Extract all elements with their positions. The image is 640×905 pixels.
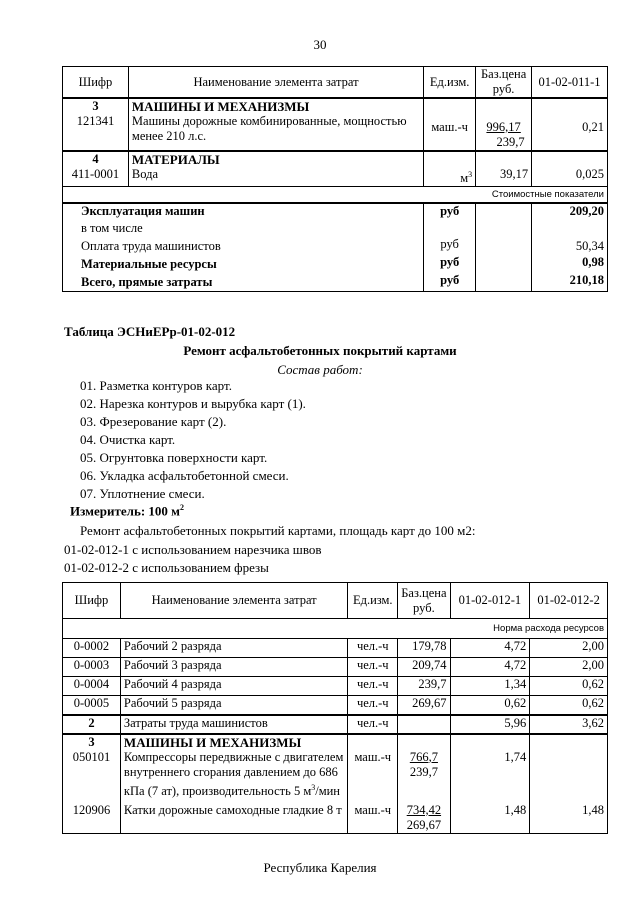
machine-norm-2: 1,48 xyxy=(530,803,608,834)
table-title: Таблица ЭСНиЕРр-01-02-012 xyxy=(64,324,236,339)
machine-norm-1: 1,74 xyxy=(450,750,530,803)
measure-unit xyxy=(70,503,184,519)
resource-value: 0,025 xyxy=(532,167,608,187)
resource-code: 121341 xyxy=(63,114,129,151)
worker-norm-1: 1,34 xyxy=(450,677,530,696)
section-unit: чел.-ч xyxy=(348,715,398,734)
table-row xyxy=(63,696,608,715)
machine-name-main: Компрессоры передвижные с двигателем внутреннего сгорания давлением до 686 кПа (7 ат), производительность 5 м xyxy=(123,749,344,798)
cost-indicators-label: Стоимостные показатели xyxy=(63,187,608,204)
machine-code: 050101 xyxy=(63,750,121,803)
worker-price: 269,67 xyxy=(398,696,450,715)
resource-table-011 xyxy=(62,66,608,292)
header-code: Шифр xyxy=(63,583,121,619)
price-primary: 766,7 xyxy=(409,749,438,764)
resource-price: 39,17 xyxy=(476,167,532,187)
worker-price: 239,7 xyxy=(398,677,450,696)
header-name: Наименование элемента затрат xyxy=(120,583,347,619)
machine-unit: маш.-ч xyxy=(348,750,398,803)
worker-unit: чел.-ч xyxy=(348,677,398,696)
work-step: 02. Нарезка контуров и вырубка карт (1). xyxy=(80,396,306,411)
worker-norm-2: 0,62 xyxy=(530,677,608,696)
work-step: 06. Укладка асфальтобетонной смеси. xyxy=(80,468,289,483)
unit-sup: 3 xyxy=(468,170,473,179)
measure-label: Измеритель: 100 м xyxy=(70,503,181,519)
header-price: Баз.цена руб. xyxy=(398,583,450,619)
section-title: МАШИНЫ И МЕХАНИЗМЫ xyxy=(128,98,423,114)
page-footer: Республика Карелия xyxy=(263,860,377,875)
table-row xyxy=(63,639,608,658)
worker-price: 179,78 xyxy=(398,639,450,658)
section-number: 3 xyxy=(63,98,129,114)
summary-name: Всего, прямые затраты xyxy=(63,273,424,292)
work-step: 05. Огрунтовка поверхности карт. xyxy=(80,450,268,465)
resource-code: 411-0001 xyxy=(63,167,129,187)
resource-price xyxy=(476,114,532,151)
header-code: Шифр xyxy=(63,67,129,99)
worker-name: Рабочий 4 разряда xyxy=(120,677,347,696)
machine-code: 120906 xyxy=(63,803,121,834)
summary-unit: руб xyxy=(424,203,476,219)
work-composition-heading: Состав работ: xyxy=(277,362,363,377)
table-row xyxy=(63,803,608,834)
price-primary: 734,42 xyxy=(406,802,442,817)
price-secondary: 269,67 xyxy=(406,817,442,832)
summary-unit: руб xyxy=(424,237,476,255)
worker-code: 0-0003 xyxy=(63,658,121,677)
worker-name: Рабочий 3 разряда xyxy=(120,658,347,677)
header-price: Баз.цена руб. xyxy=(476,67,532,99)
work-description: Ремонт асфальтобетонных покрытий картами, площадь карт до 100 м2: xyxy=(80,523,476,538)
worker-price: 209,74 xyxy=(398,658,450,677)
worker-unit: чел.-ч xyxy=(348,639,398,658)
worker-norm-1: 4,72 xyxy=(450,639,530,658)
variant-line: 01-02-012-1 с использованием нарезчика швов xyxy=(64,542,322,557)
table-header-row xyxy=(63,583,608,619)
header-name: Наименование элемента затрат xyxy=(128,67,423,99)
resource-value: 0,21 xyxy=(532,114,608,151)
work-step: 07. Уплотнение смеси. xyxy=(80,486,205,501)
summary-value: 210,18 xyxy=(532,273,608,292)
machine-name: Катки дорожные самоходные гладкие 8 т xyxy=(120,803,347,834)
section-number: 4 xyxy=(63,151,129,167)
table-row xyxy=(63,750,608,803)
summary-name: Эксплуатация машин xyxy=(63,203,424,219)
table-header-row xyxy=(63,67,608,99)
measure-sup: 2 xyxy=(180,503,185,512)
section-name: Затраты труда машинистов xyxy=(120,715,347,734)
worker-name: Рабочий 2 разряда xyxy=(120,639,347,658)
work-step: 03. Фрезерование карт (2). xyxy=(80,414,227,429)
page-number: 30 xyxy=(313,37,327,52)
machine-unit: маш.-ч xyxy=(348,803,398,834)
resource-unit: маш.-ч xyxy=(424,114,476,151)
summary-name: в том числе xyxy=(63,219,424,237)
table-row xyxy=(63,677,608,696)
header-unit: Ед.изм. xyxy=(348,583,398,619)
worker-unit: чел.-ч xyxy=(348,696,398,715)
worker-unit: чел.-ч xyxy=(348,658,398,677)
header-norm-1: 01-02-012-1 xyxy=(450,583,530,619)
table-row xyxy=(63,715,608,734)
worker-norm-1: 4,72 xyxy=(450,658,530,677)
section-norm-1: 5,96 xyxy=(450,715,530,734)
worker-norm-2: 2,00 xyxy=(530,639,608,658)
resource-norm-label: Норма расхода ресурсов xyxy=(63,619,608,639)
resource-table-012 xyxy=(62,582,608,834)
header-norm: 01-02-011-1 xyxy=(532,67,608,99)
resource-name: Вода xyxy=(128,167,423,187)
section-title: МАТЕРИАЛЫ xyxy=(128,151,423,167)
machine-name-sup: 3 xyxy=(311,782,316,792)
summary-value: 0,98 xyxy=(532,255,608,273)
summary-value: 50,34 xyxy=(532,237,608,255)
machine-price xyxy=(398,803,450,834)
machine-name-tail: /мин xyxy=(315,783,340,798)
price-secondary: 239,7 xyxy=(409,764,438,779)
variant-line: 01-02-012-2 с использованием фрезы xyxy=(64,560,269,575)
work-step: 01. Разметка контуров карт. xyxy=(80,378,232,393)
machine-norm-1: 1,48 xyxy=(450,803,530,834)
worker-norm-1: 0,62 xyxy=(450,696,530,715)
resource-name: Машины дорожные комбинированные, мощностью менее 210 л.с. xyxy=(128,114,423,151)
summary-name: Оплата труда машинистов xyxy=(63,237,424,255)
section-norm-2: 3,62 xyxy=(530,715,608,734)
summary-unit: руб xyxy=(424,255,476,273)
resource-unit xyxy=(424,167,476,187)
price-secondary: 239,7 xyxy=(496,135,525,149)
machine-price xyxy=(398,750,450,803)
worker-norm-2: 0,62 xyxy=(530,696,608,715)
summary-unit: руб xyxy=(424,273,476,292)
worker-code: 0-0002 xyxy=(63,639,121,658)
machine-name xyxy=(120,750,347,803)
table-row xyxy=(63,658,608,677)
summary-name: Материальные ресурсы xyxy=(63,255,424,273)
work-step: 04. Очистка карт. xyxy=(80,432,176,447)
unit-base: м xyxy=(460,171,469,186)
worker-name: Рабочий 5 разряда xyxy=(120,696,347,715)
header-norm-2: 01-02-012-2 xyxy=(530,583,608,619)
worker-code: 0-0004 xyxy=(63,677,121,696)
table-subtitle: Ремонт асфальтобетонных покрытий картами xyxy=(183,343,457,358)
price-primary: 996,17 xyxy=(486,120,521,134)
section-number: 3 xyxy=(63,734,121,750)
section-number: 2 xyxy=(63,715,121,734)
section-title: МАШИНЫ И МЕХАНИЗМЫ xyxy=(120,734,347,750)
worker-norm-2: 2,00 xyxy=(530,658,608,677)
worker-code: 0-0005 xyxy=(63,696,121,715)
summary-value: 209,20 xyxy=(532,203,608,219)
header-unit: Ед.изм. xyxy=(424,67,476,99)
